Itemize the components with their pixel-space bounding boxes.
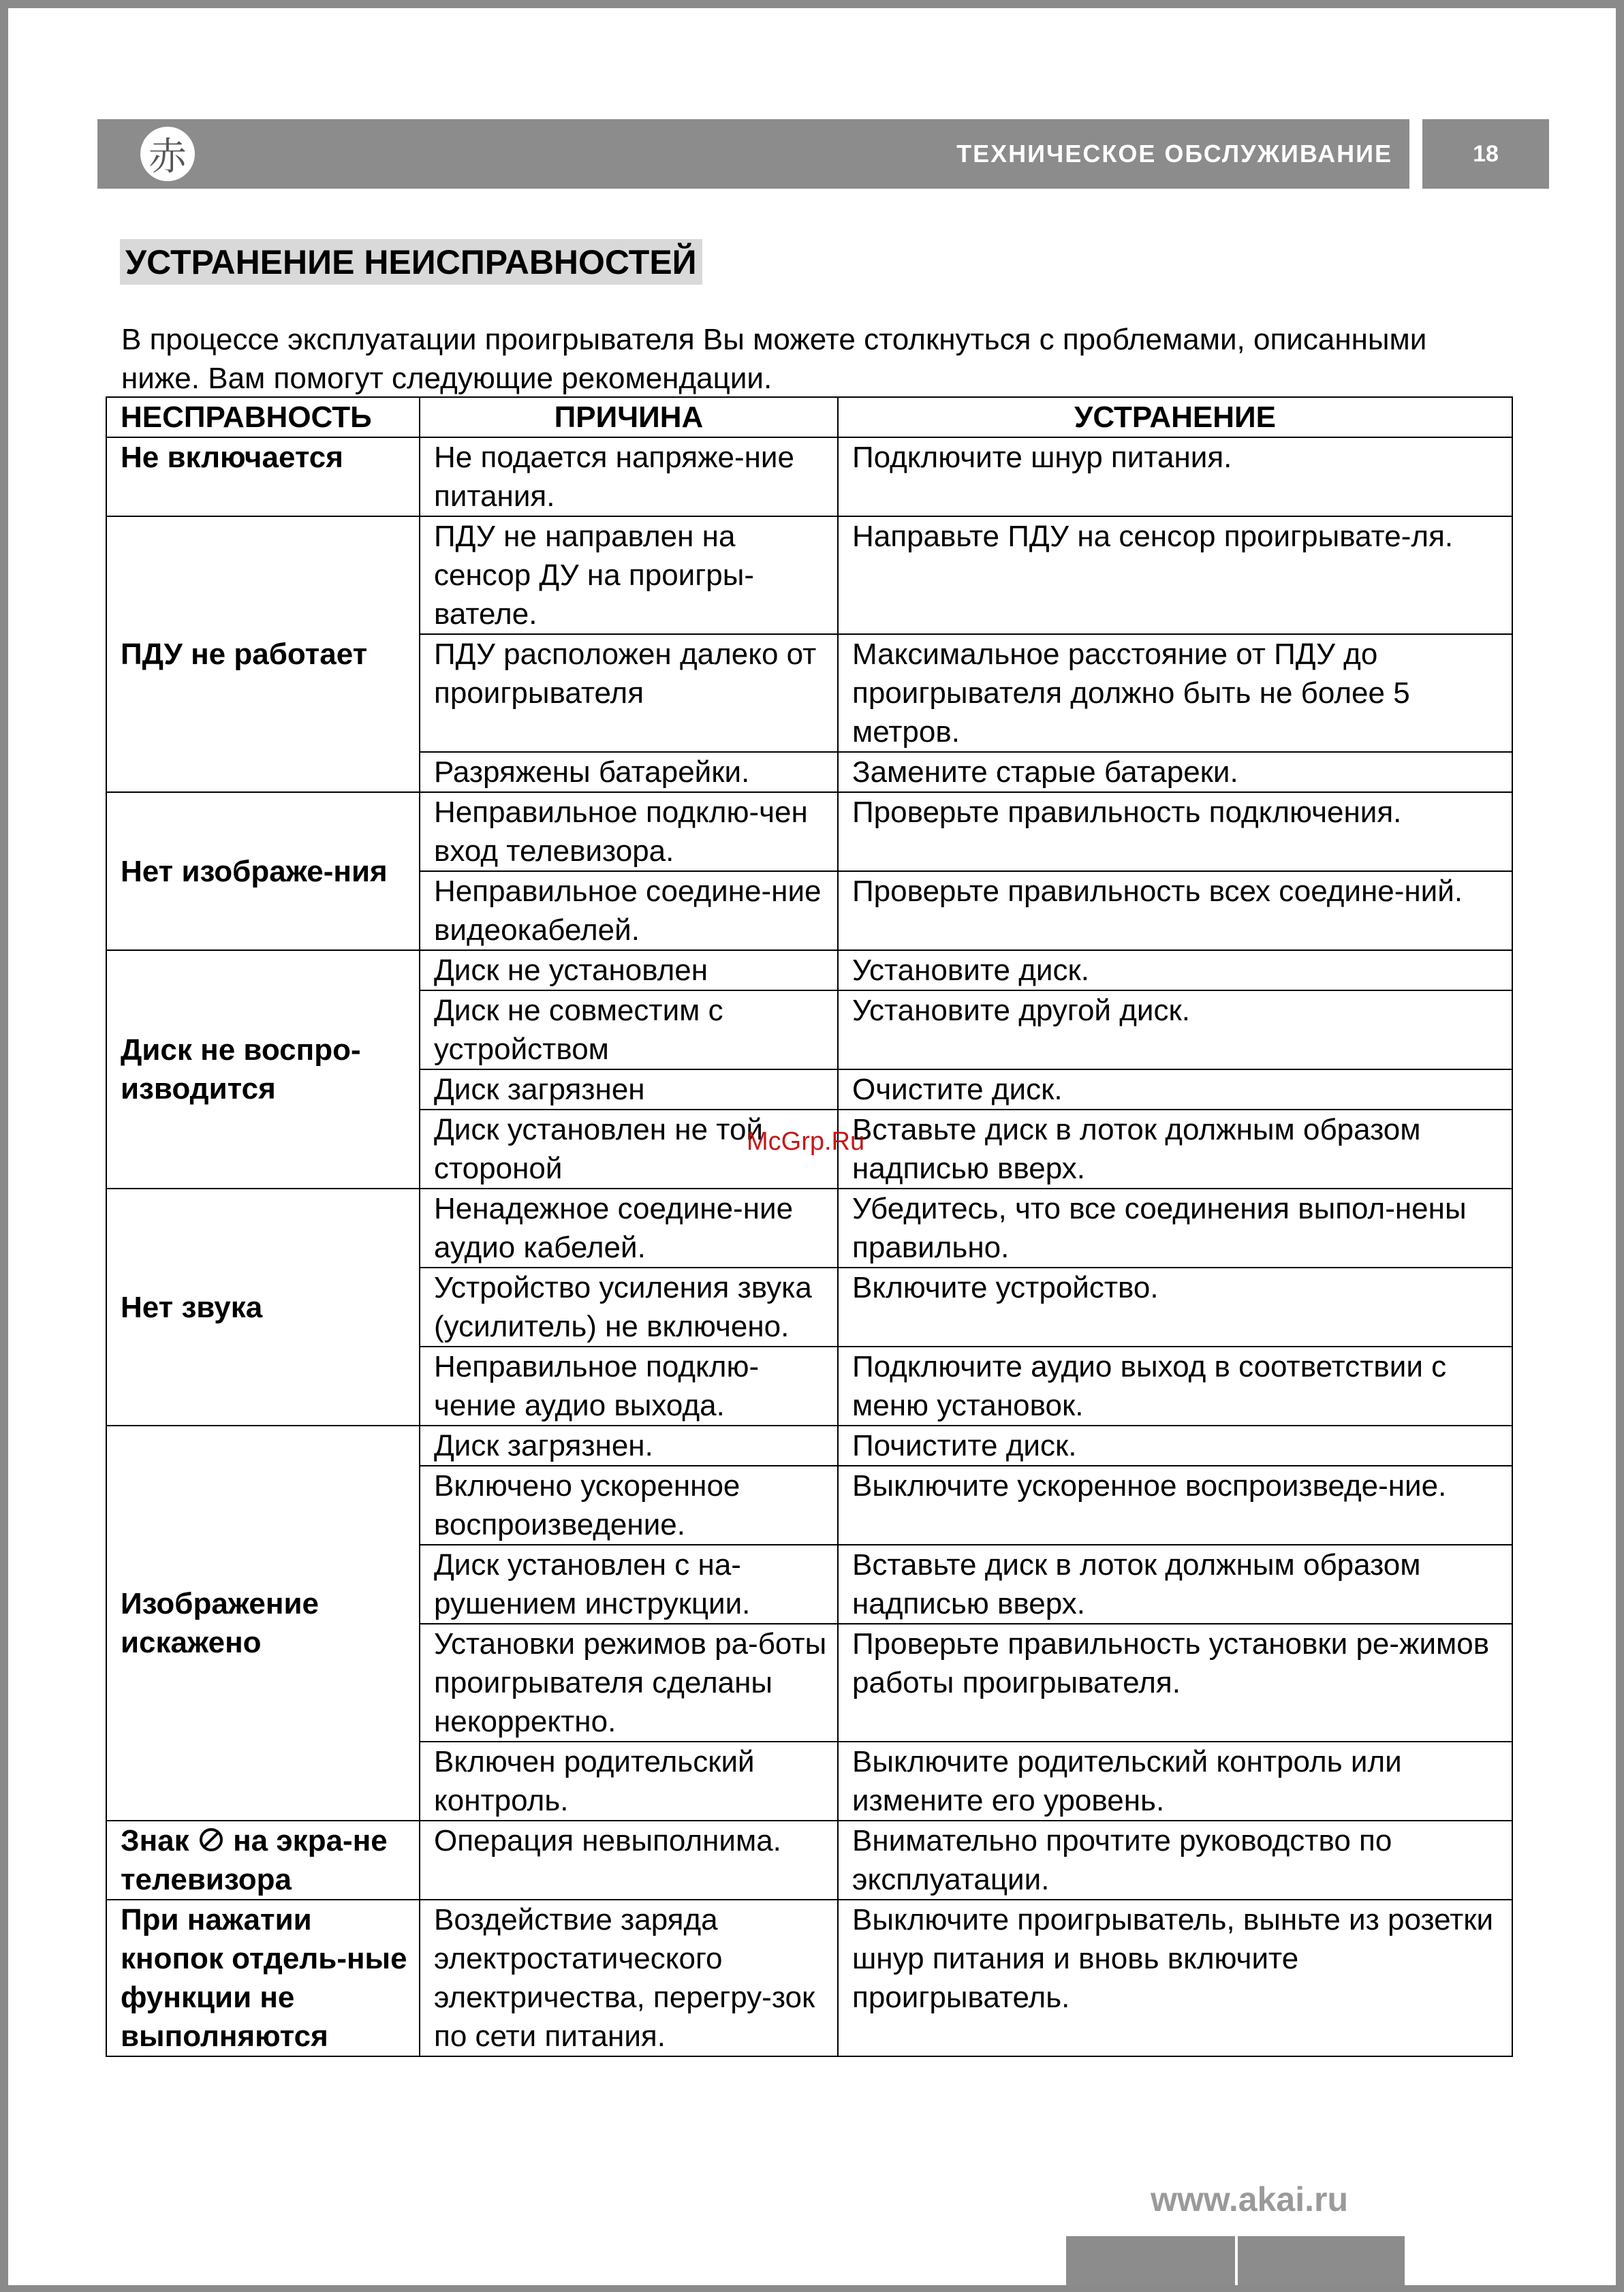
cause-cell: Не подается напряже-ние питания. bbox=[420, 437, 838, 516]
troubleshooting-table bbox=[106, 396, 1513, 2057]
fix-cell: Проверьте правильность установки ре-жимов работы проигрывателя. bbox=[838, 1624, 1512, 1742]
page-heading: УСТРАНЕНИЕ НЕИСПРАВНОСТЕЙ bbox=[120, 239, 702, 285]
cause-cell: Диск загрязнен. bbox=[420, 1426, 838, 1466]
problem-cell: Не включается bbox=[106, 437, 420, 516]
fix-cell: Максимальное расстояние от ПДУ до проигрывателя должно быть не более 5 метров. bbox=[838, 634, 1512, 752]
table-body bbox=[106, 437, 1512, 2056]
fix-cell: Направьте ПДУ на сенсор проигрывате-ля. bbox=[838, 516, 1512, 634]
table-row bbox=[106, 792, 1512, 871]
fix-cell: Выключите проигрыватель, выньте из розетки шнур питания и вновь включите проигрыватель. bbox=[838, 1900, 1512, 2056]
cause-cell: Диск не совместим с устройством bbox=[420, 990, 838, 1069]
cause-cell: Диск не установлен bbox=[420, 950, 838, 990]
fix-cell: Выключите ускоренное воспроизведе-ние. bbox=[838, 1466, 1512, 1545]
cause-cell: Установки режимов ра-боты проигрывателя сделаны некорректно. bbox=[420, 1624, 838, 1742]
problem-cell: При нажатии кнопок отдель-ные функции не выполняются bbox=[106, 1900, 420, 2056]
cause-cell: Диск загрязнен bbox=[420, 1069, 838, 1110]
problem-cell: Нет звука bbox=[106, 1189, 420, 1426]
problem-cell: Изображение искажено bbox=[106, 1426, 420, 1821]
intro-text: В процессе эксплуатации проигрывателя Вы можете столкнуться с проблемами, описанными ниже. Вам помогут следующие рекомендации. bbox=[121, 323, 1427, 395]
problem-sign-before: Знак bbox=[121, 1824, 189, 1857]
cause-cell: Разряжены батарейки. bbox=[420, 752, 838, 792]
header-cause: ПРИЧИНА bbox=[420, 397, 838, 437]
table-row-sign bbox=[106, 1821, 1512, 1900]
cause-cell: Устройство усиления звука (усилитель) не включено. bbox=[420, 1268, 838, 1347]
problem-cell: Диск не воспро-изводится bbox=[106, 950, 420, 1189]
fix-cell: Установите другой диск. bbox=[838, 990, 1512, 1069]
cause-cell: Диск установлен не той стороной bbox=[420, 1110, 838, 1189]
table-row bbox=[106, 1426, 1512, 1466]
website-url: www.akai.ru bbox=[1151, 2180, 1348, 2218]
table-row bbox=[106, 437, 1512, 516]
fix-cell: Внимательно прочтите руководство по эксплуатации. bbox=[838, 1821, 1512, 1900]
table-row bbox=[106, 950, 1512, 990]
problem-cell bbox=[106, 1821, 420, 1900]
fix-cell: Проверьте правильность всех соедине-ний. bbox=[838, 871, 1512, 950]
fix-cell: Замените старые батареки. bbox=[838, 752, 1512, 792]
footer-bar-left bbox=[1066, 2236, 1235, 2285]
cause-cell: Операция невыполнима. bbox=[420, 1821, 838, 1900]
fix-cell: Проверьте правильность подключения. bbox=[838, 792, 1512, 871]
watermark: McGrp.Ru bbox=[747, 1127, 865, 1156]
cause-cell: Неправильное подклю-чение аудио выхода. bbox=[420, 1347, 838, 1426]
prohibited-sign-icon bbox=[198, 1826, 225, 1853]
cause-cell: ПДУ расположен далеко от проигрывателя bbox=[420, 634, 838, 752]
cause-cell: Включено ускоренное воспроизведение. bbox=[420, 1466, 838, 1545]
cause-cell: Ненадежное соедине-ние аудио кабелей. bbox=[420, 1189, 838, 1268]
fix-cell: Подключите шнур питания. bbox=[838, 437, 1512, 516]
cause-cell: Неправильное подклю-чен вход телевизора. bbox=[420, 792, 838, 871]
fix-cell: Вставьте диск в лоток должным образом надписью вверх. bbox=[838, 1545, 1512, 1624]
table-row-last bbox=[106, 1900, 1512, 2056]
fix-cell: Убедитесь, что все соединения выпол-нены правильно. bbox=[838, 1189, 1512, 1268]
akai-logo: 赤 bbox=[140, 127, 195, 181]
section-title: ТЕХНИЧЕСКОЕ ОБСЛУЖИВАНИЕ bbox=[956, 140, 1392, 168]
fix-cell: Выключите родительский контроль или измените его уровень. bbox=[838, 1742, 1512, 1821]
cause-cell: Воздействие заряда электростатического электричества, перегру-зок по сети питания. bbox=[420, 1900, 838, 2056]
fix-cell: Очистите диск. bbox=[838, 1069, 1512, 1110]
table-row bbox=[106, 1189, 1512, 1268]
fix-cell: Включите устройство. bbox=[838, 1268, 1512, 1347]
table-header-row bbox=[106, 397, 1512, 437]
table-row bbox=[106, 516, 1512, 634]
problem-sign-after: на экра-не телевизора bbox=[121, 1824, 388, 1896]
problem-cell: Нет изображе-ния bbox=[106, 792, 420, 950]
header-problem: НЕСПРАВНОСТЬ bbox=[106, 397, 420, 437]
header-fix: УСТРАНЕНИЕ bbox=[838, 397, 1512, 437]
fix-cell: Вставьте диск в лоток должным образом надписью вверх. bbox=[838, 1110, 1512, 1189]
cause-cell: Неправильное соедине-ние видеокабелей. bbox=[420, 871, 838, 950]
cause-cell: Включен родительский контроль. bbox=[420, 1742, 838, 1821]
problem-cell: ПДУ не работает bbox=[106, 516, 420, 792]
page-number: 18 bbox=[1422, 119, 1549, 189]
cause-cell: Диск установлен с на-рушением инструкции. bbox=[420, 1545, 838, 1624]
cause-cell: ПДУ не направлен на сенсор ДУ на проигры-вателе. bbox=[420, 516, 838, 634]
fix-cell: Подключите аудио выход в соответствии с меню установок. bbox=[838, 1347, 1512, 1426]
footer-bar-right bbox=[1238, 2236, 1405, 2285]
fix-cell: Установите диск. bbox=[838, 950, 1512, 990]
fix-cell: Почистите диск. bbox=[838, 1426, 1512, 1466]
